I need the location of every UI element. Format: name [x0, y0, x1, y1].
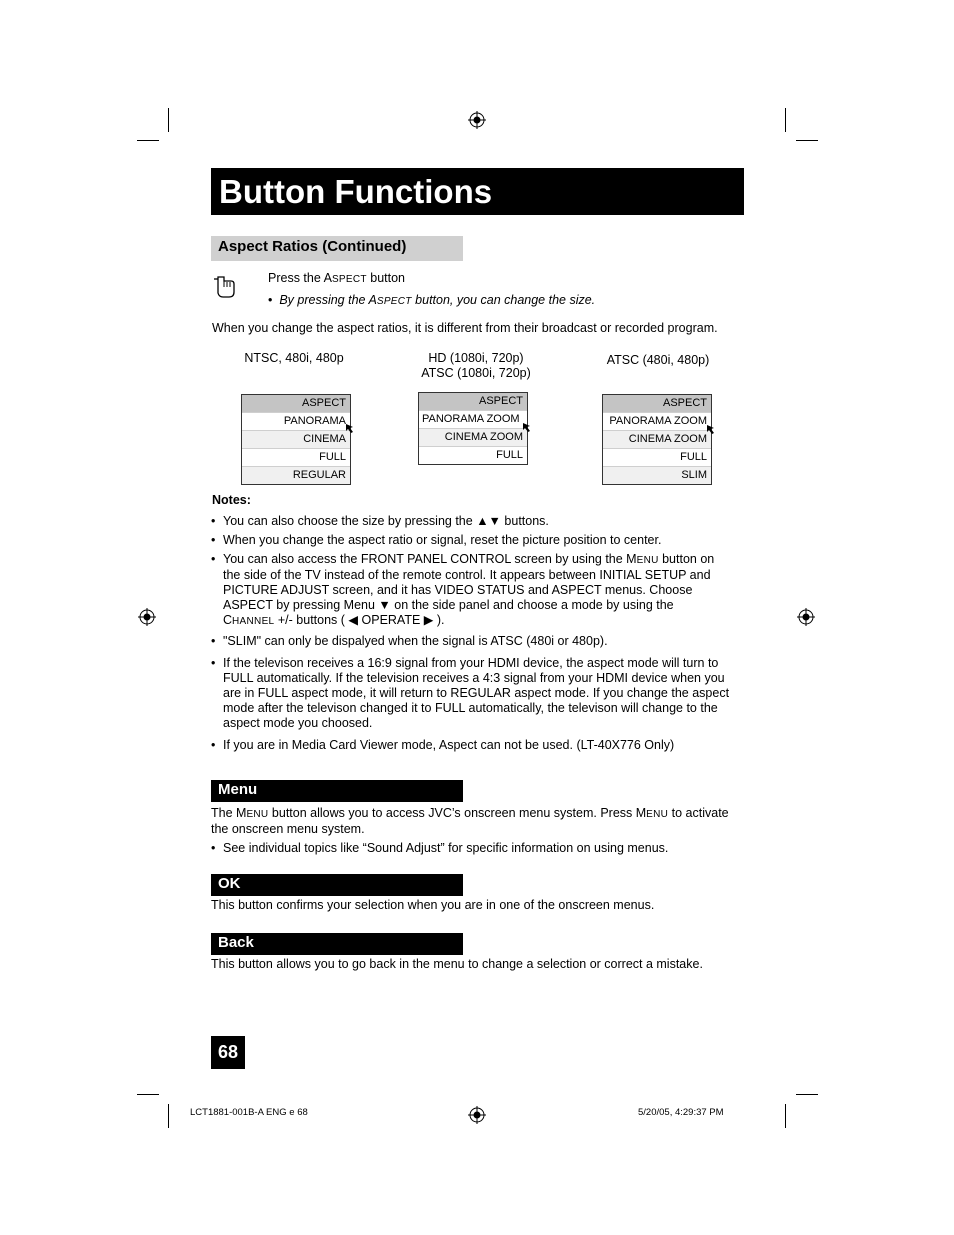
menu-item: PANORAMA ZOOM: [419, 410, 527, 428]
registration-mark-icon: [468, 1106, 486, 1124]
section-heading-back: Back: [211, 933, 463, 955]
page-number: 68: [211, 1036, 245, 1069]
crop-mark: [137, 140, 159, 141]
column-label-ntsc: NTSC, 480i, 480p: [244, 351, 344, 365]
menu-item: CINEMA ZOOM: [419, 428, 527, 446]
ok-description: This button confirms your selection when you are in one of the onscreen menus.: [211, 898, 655, 912]
section-heading-menu: Menu: [211, 780, 463, 802]
footer-timestamp: 5/20/05, 4:29:37 PM: [638, 1107, 724, 1118]
notes-heading: Notes:: [212, 493, 251, 507]
back-description: This button allows you to go back in the menu to change a selection or correct a mistake.: [211, 957, 703, 971]
menu-item: FULL: [242, 448, 350, 466]
menu-description: The MENU button allows you to access JVC’s onscreen menu system. Press MENU to activate the onscreen menu system.: [211, 806, 729, 836]
up-down-arrow-icon: ▲▼: [476, 514, 501, 528]
cursor-arrow-icon: [345, 423, 355, 434]
crop-mark: [796, 140, 818, 141]
registration-mark-icon: [468, 111, 486, 129]
note-item: • If the televison receives a 16:9 signal from your HDMI device, the aspect mode will turn to FULL automatically. If the television receives a 4:3 signal from your HDMI device when you are in FULL aspect mode, it will return to REGULAR aspect mode. If you change the aspect mode after the televison changed it to FULL automatically, the televison will change to the aspect mode you choosed.: [211, 656, 730, 730]
menu-item: CINEMA ZOOM: [603, 430, 711, 448]
menu-item: PANORAMA: [242, 412, 350, 430]
left-arrow-icon: ◀: [348, 613, 359, 627]
aspect-intro-text: When you change the aspect ratios, it is different from their broadcast or recorded program.: [212, 321, 718, 335]
cursor-arrow-icon: [522, 422, 532, 433]
crop-mark: [137, 1094, 159, 1095]
page-title: Button Functions: [211, 168, 744, 215]
menu-item: PANORAMA ZOOM: [603, 412, 711, 430]
pointing-hand-icon: [213, 274, 237, 300]
menu-bullet: • See individual topics like “Sound Adjust” for specific information on using menus.: [211, 841, 669, 855]
menu-item: REGULAR: [242, 466, 350, 484]
menu-header: ASPECT: [419, 393, 527, 410]
registration-mark-icon: [138, 608, 156, 626]
press-aspect-bullet: • By pressing the ASPECT button, you can change the size.: [268, 293, 596, 307]
menu-item: CINEMA: [242, 430, 350, 448]
menu-header: ASPECT: [603, 395, 711, 412]
down-arrow-icon: ▼: [378, 598, 391, 612]
footer-doc-code: LCT1881-001B-A ENG e 68: [190, 1107, 308, 1118]
registration-mark-icon: [797, 608, 815, 626]
crop-mark: [785, 1104, 786, 1128]
section-heading-ok: OK: [211, 874, 463, 896]
column-label-hd: HD (1080i, 720p) ATSC (1080i, 720p): [421, 351, 531, 380]
section-heading-aspect: Aspect Ratios (Continued): [211, 236, 463, 261]
press-aspect-instruction: Press the ASPECT button: [268, 271, 406, 285]
crop-mark: [796, 1094, 818, 1095]
menu-item: FULL: [603, 448, 711, 466]
crop-mark: [168, 108, 169, 132]
menu-item: FULL: [419, 446, 527, 464]
crop-mark: [785, 108, 786, 132]
aspect-menu-ntsc: [241, 394, 351, 485]
note-item: • You can also choose the size by pressing the ▲▼ buttons.: [211, 514, 549, 528]
cursor-arrow-icon: [706, 424, 716, 435]
menu-item: SLIM: [603, 466, 711, 484]
aspect-menu-hd: [418, 392, 528, 465]
note-item: • You can also access the FRONT PANEL CONTROL screen by using the MENU button on the side of the TV instead of the remote control. It appears between INITIAL SETUP and PICTURE ADJUST screen, and it has VIDEO STATUS and ASPECT menus. Choose ASPECT by pressing Menu ▼ on the side panel and choose a mode by using the CHANNEL +/- buttons ( ◀ OPERATE ▶ ).: [211, 552, 715, 627]
note-item: • When you change the aspect ratio or signal, reset the picture position to center.: [211, 533, 662, 547]
crop-mark: [168, 1104, 169, 1128]
right-arrow-icon: ▶: [423, 613, 434, 627]
note-item: • "SLIM" can only be dispalyed when the signal is ATSC (480i or 480p).: [211, 634, 608, 648]
menu-header: ASPECT: [242, 395, 350, 412]
aspect-menu-atsc: [602, 394, 712, 485]
column-label-atsc: ATSC (480i, 480p): [606, 353, 710, 367]
note-item: • If you are in Media Card Viewer mode, Aspect can not be used. (LT-40X776 Only): [211, 738, 675, 752]
